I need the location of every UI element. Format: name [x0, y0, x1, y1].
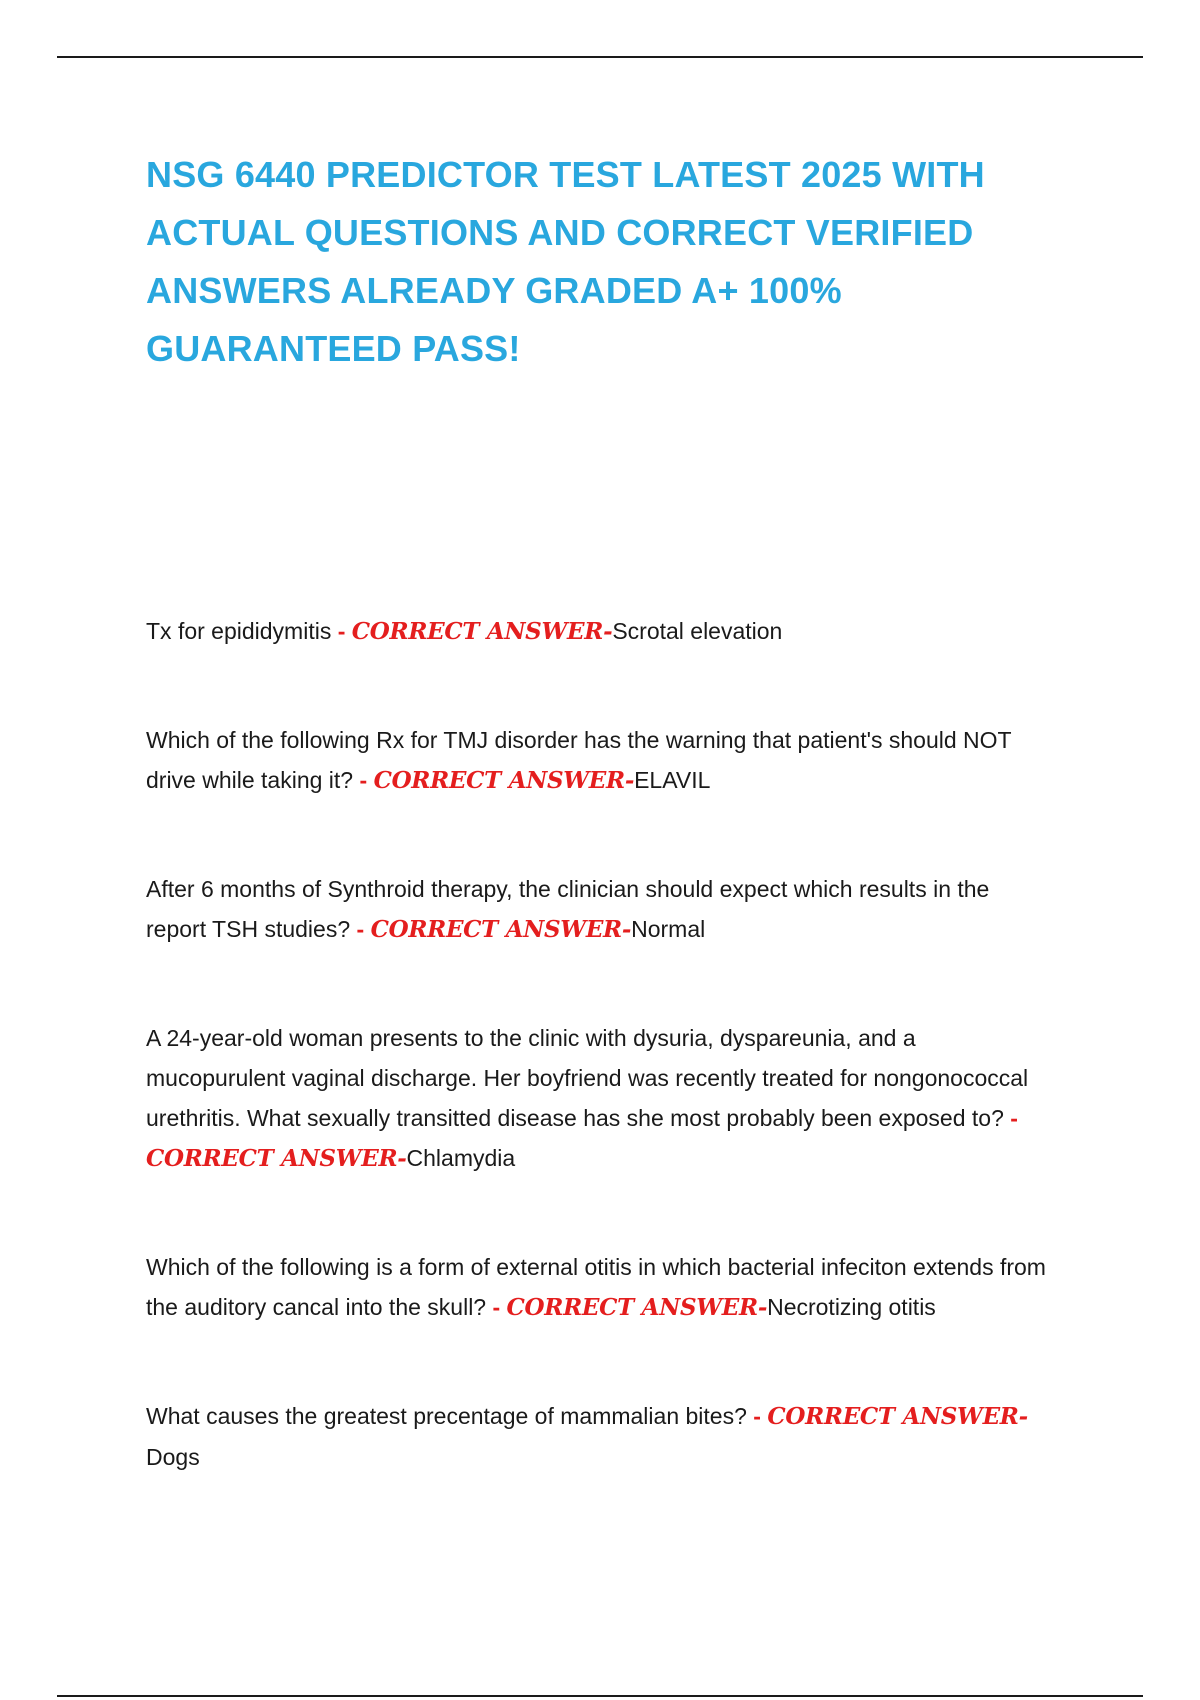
qa-item [146, 1396, 1046, 1477]
question-text: After 6 months of Synthroid therapy, the clinician should expect which results in the report TSH studies? [146, 876, 990, 942]
answer-text: Chlamydia [406, 1145, 516, 1171]
answer-text: Necrotizing otitis [767, 1294, 936, 1320]
separator: - [1010, 1105, 1018, 1131]
qa-item [146, 869, 1046, 950]
qa-item [146, 1247, 1046, 1328]
answer-text: Normal [631, 916, 706, 942]
answer-text: ELAVIL [634, 767, 711, 793]
top-divider [57, 56, 1143, 58]
qa-item [146, 1018, 1046, 1179]
separator: - [492, 1294, 501, 1320]
separator: - [753, 1403, 761, 1429]
separator: - [337, 618, 346, 644]
qa-item [146, 720, 1046, 801]
correct-answer-tag: CORRECT ANSWER- [351, 618, 613, 645]
question-text: Tx for epididymitis [146, 618, 332, 644]
correct-answer-tag: CORRECT ANSWER- [373, 767, 635, 794]
document-title: NSG 6440 PREDICTOR TEST LATEST 2025 WITH ACTUAL QUESTIONS AND CORRECT VERIFIED ANSWERS ALREADY GRADED A+ 100% GUARANTEED PASS! [146, 154, 985, 369]
bottom-divider [57, 1695, 1143, 1697]
separator: - [356, 916, 365, 942]
question-text: Which of the following is a form of external otitis in which bacterial infeciton extends from the auditory cancal into the skull? [146, 1254, 1046, 1320]
qa-list [146, 611, 1046, 1477]
answer-text: Dogs [146, 1444, 200, 1470]
correct-answer-tag: CORRECT ANSWER- [767, 1403, 1028, 1430]
question-text: What causes the greatest precentage of mammalian bites? [146, 1403, 747, 1429]
correct-answer-tag: CORRECT ANSWER- [370, 916, 632, 943]
question-text: A 24-year-old woman presents to the clinic with dysuria, dyspareunia, and a mucopurulent vaginal discharge. Her boyfriend was recently treated for nongonococcal urethritis. What sexually transitted disease has she most probably been exposed to? [146, 1025, 1029, 1131]
qa-item [146, 611, 1046, 652]
question-text: Which of the following Rx for TMJ disorder has the warning that patient's should NOT drive while taking it? [146, 727, 1012, 793]
correct-answer-tag: CORRECT ANSWER- [506, 1294, 768, 1321]
separator: - [359, 767, 368, 793]
correct-answer-tag: CORRECT ANSWER- [146, 1145, 407, 1172]
answer-text: Scrotal elevation [612, 618, 783, 644]
